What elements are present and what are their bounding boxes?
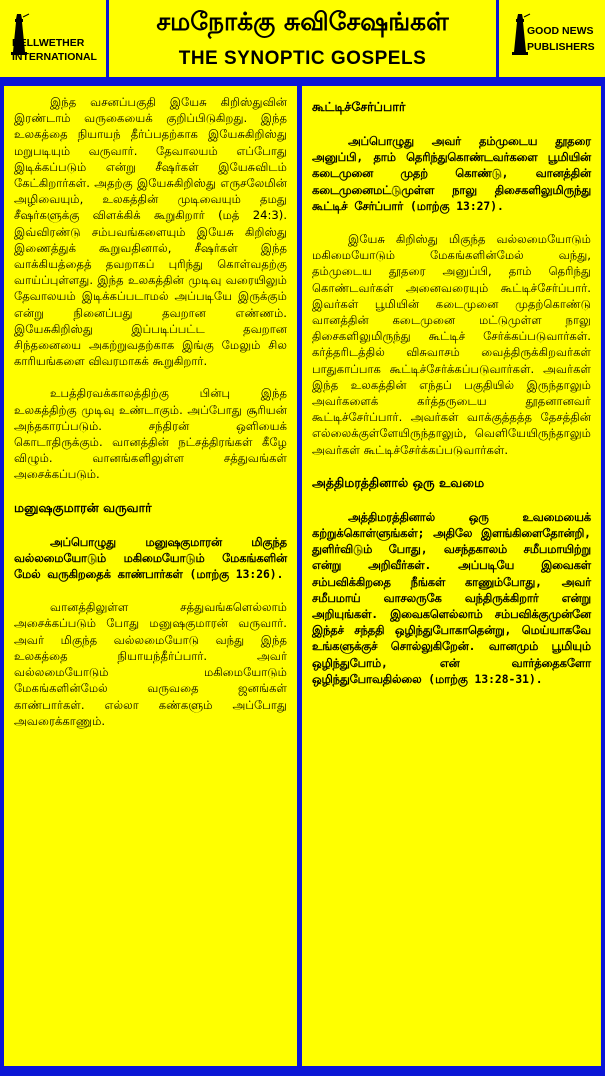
left-paragraph-3: வானத்திலுள்ள சத்துவங்களெல்லாம் அசைக்கப்படும் போது மனுஷகுமாரன் வருவார். அவர் மிகுந்த வல்லமையோடு வந்து இந்த உலகத்தை நியாயந்தீர்ப்பார். அவர் வல்லமையோடும் மகிமையோடும் மேகங்களின்மேல் வருவதை ஜனங்கள் காண்பார்கள். எல்லா கண்களும் அப்போது அவரைக்காணும். bbox=[14, 600, 287, 728]
header-divider-left bbox=[106, 0, 109, 80]
header-banner bbox=[0, 0, 605, 80]
right-column bbox=[302, 86, 601, 1066]
scripture-quote-mark-13-27: அப்பொழுது அவர் தம்முடைய தூதரை அனுப்பி, தாம் தெரிந்துகொண்டவர்களை பூமியின் கடைமுனை முதற் கொண்டு, வானத்தின் கடைமுனைமட்டுமுள்ள நாலு திசைகளிலுமிருந்து கூட்டிச் சேர்ப்பார் (மாற்கு 13:27). bbox=[312, 135, 591, 213]
section-heading-son-of-man: மனுஷகுமாரன் வருவார் bbox=[14, 499, 152, 515]
left-paragraph-1: இந்த வசனப்பகுதி இயேசு கிறிஸ்துவின் இரண்டாம் வருகையைக் குறிப்பிடுகிறது. இந்த உலகத்தை நியாயந் தீர்ப்பதற்காக இயேசுகிறிஸ்து மறுபடியும் வருவார். தேவாலயம் எப்போது இடிக்கப்படும் என்று சீஷர்கள் இயேசுவிடம் கேட்கிறார்கள். அதற்கு இயேசுகிறிஸ்து எருசலேமின் அழிவையும், உலகத்தின் முடிவையும் தமது சீஷர்களுக்கு விளக்கிக் கூறுகிறார் (மத் 24:3). இவ்விரண்டு சம்பவங்களையும் இயேசு கிறிஸ்து இணைத்துக் கூறுவதினால், சீஷர்கள் இந்த வாக்கியத்தைத் தவறாகப் புரிந்து கொள்வதற்கு வாய்ப்புள்ளது. இந்த உலகத்தின் முடிவு வரையிலும் தேவாலயம் இடிக்கப்படாமல் அப்படியே இருக்கும் என்று நினைப்பது தவறான எண்ணம். இயேசுகிறிஸ்து இப்படிப்பட்ட தவறான சிந்தனையை அகற்றுவதற்காக இங்கு மேலும் சில காரியங்களை விவரமாகக் கூறுகிறார். bbox=[14, 95, 287, 369]
logo-left-line2: INTERNATIONAL bbox=[12, 51, 97, 63]
page-subtitle: THE SYNOPTIC GOSPELS bbox=[178, 48, 427, 69]
good-news-logo bbox=[503, 8, 599, 70]
logo-left-line1: BELLWETHER bbox=[12, 37, 85, 49]
logo-right-line2: PUBLISHERS bbox=[527, 41, 595, 53]
section-heading-gather: கூட்டிச்சேர்ப்பார் bbox=[312, 99, 406, 114]
page-title: சமநோக்கு சுவிசேஷங்கள் bbox=[156, 7, 449, 36]
header-divider-right bbox=[496, 0, 499, 80]
right-paragraph-1: இயேசு கிறிஸ்து மிகுந்த வல்லமையோடும் மகிமையோடும் மேகங்களின்மேல் வந்து, தம்முடைய தூதரை அனுப்பி, தாம் தெரிந்து கொண்டவர்கள் அனைவரையும் கூட்டிச்சேர்ப்பார். இவர்கள் பூமியின் கடைமுனை முதற்கொண்டு வானத்தின் கடைமுனை மட்டுமுள்ள நாலு திசைகளிலுமிருந்து கூட்டிச் சேர்க்கப்படுவார்கள். கர்த்தரிடத்தில் விசுவாசம் வைத்திருக்கிறவர்கள் பாதுகாப்பாக கூட்டிச்சேர்க்கப்படுவார்கள். அவர்கள் இந்த உலகத்தின் எந்தப் பகுதியில் இருந்தாலும் அவர்களைக் கர்த்தருடைய தூதனானவர் கூட்டிச்சேர்ப்பார். அவர்கள் வாக்குத்தத்த தேசத்தின் எல்லைக்குள்ளேயிருந்தாலும், வெளியேயிருந்தாலும் அவர்கள் கூட்டிச்சேர்க்கப்படுவார்கள். bbox=[312, 232, 591, 457]
bellwether-logo bbox=[6, 8, 102, 70]
left-paragraph-2: உபத்திரவக்காலத்திற்கு பின்பு இந்த உலகத்திற்கு முடிவு உண்டாகும். அப்போது சூரியன் அந்தகாரப்படும். சந்திரன் ஒளியைக் கொடாதிருக்கும். வானத்தின் நட்சத்திரங்கள் கீழே விழும். வானங்களிலுள்ள சத்துவங்கள் அசைக்கப்படும். bbox=[14, 386, 287, 482]
left-column bbox=[4, 86, 297, 1066]
scripture-quote-mark-13-28-31: அத்திமரத்தினால் ஒரு உவமையைக் கற்றுக்கொள்ளுங்கள்; அதிலே இளங்கிளைதோன்றி, துளிர்விடும் போது, வசந்தகாலம் சமீபமாயிற்று என்று அறிவீர்கள். அப்படியே இவைகள் சம்பவிக்கிறதை நீங்கள் காணும்போது, அவர் சமீபமாய் வாசலருகே வந்திருக்கிறார் என்று அறியுங்கள். இவைகளெல்லாம் சம்பவிக்குமுன்னே இந்தச் சந்ததி ஒழிந்துபோகாதென்று, மெய்யாகவே உங்களுக்குச் சொல்லுகிறேன். வானமும் பூமியும் ஒழிந்துபோம், என் வார்த்தைகளோ ஒழிந்துபோவதில்லை (மாற்கு 13:28-31). bbox=[312, 510, 591, 686]
section-heading-fig-tree: அத்திமரத்தினால் ஒரு உவமை bbox=[312, 474, 485, 490]
scripture-quote-mark-13-26: அப்பொழுது மனுஷகுமாரன் மிகுந்த வல்லமையோடும் மகிமையோடும் மேகங்களின் மேல் வருகிறதைக் காண்பார்கள் (மாற்கு 13:26). bbox=[14, 535, 287, 582]
logo-right-line1: GOOD NEWS bbox=[527, 25, 594, 37]
